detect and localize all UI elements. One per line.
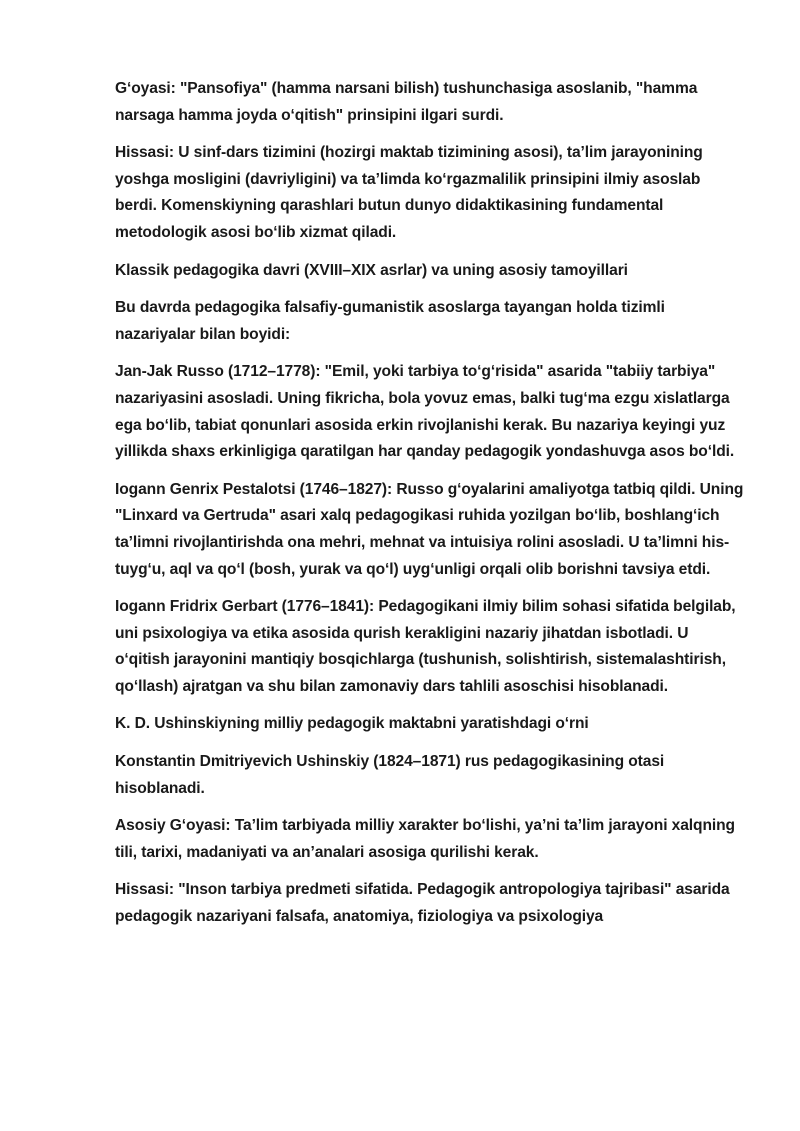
section-heading-ushinsky: K. D. Ushinskiyning milliy pedagogik maktabni yaratishdagi o‘rni: [115, 715, 589, 733]
paragraph-comenius-idea: G‘oyasi: "Pansofiya" (hamma narsani bilish) tushunchasiga asoslanib, "hamma narsaga hamma joyda o‘qitish" prinsipini ilgari surdi.: [115, 80, 698, 124]
paragraph-rousseau: Jan-Jak Russo (1712–1778): "Emil, yoki tarbiya to‘g‘risida" asarida "tabiiy tarbiya" nazariyasini asosladi. Uning fikricha, bola yovuz emas, balki tug‘ma ezgu xislatlarga ega bo‘lib, tabiat qonunlari asosida erkin rivojlanishi kerak. Bu nazariya keyingi yuz yillikda shaxs erkinligiga qaratilgan har qanday pedagogik yondashuvga asos bo‘ldi.: [115, 363, 735, 461]
paragraph-ushinsky-intro: Konstantin Dmitriyevich Ushinskiy (1824–1871) rus pedagogikasining otasi hisoblanadi.: [115, 753, 665, 797]
paragraph-comenius-contribution: Hissasi: U sinf-dars tizimini (hozirgi maktab tizimining asosi), ta’lim jarayonining yoshga mosligini (davriyligini) va ta’limda ko‘rgazmalilik prinsipini ilmiy asoslab berdi. Komenskiyning qarashlari butun dunyo didaktikasining fundamental metodologik asosi bo‘lib xizmat qiladi.: [115, 144, 703, 241]
paragraph-herbart: Iogann Fridrix Gerbart (1776–1841): Pedagogikani ilmiy bilim sohasi sifatida belgilab, uni psixologiya va etika asosida qurish kerakligini nazariy jihatdan isbotladi. U o‘qitish jarayonini mantiqiy bosqichlarga (tushunish, solishtirish, sistemalashtirish, qo‘llash) ajratgan va shu bilan zamonaviy dars tahlili asoschisi hisoblanadi.: [115, 598, 736, 695]
section-heading-classical-pedagogy: Klassik pedagogika davri (XVIII–XIX asrlar) va uning asosiy tamoyillari: [115, 261, 628, 279]
paragraph-period-intro: Bu davrda pedagogika falsafiy-gumanistik asoslarga tayangan holda tizimli nazariyalar bilan boyidi:: [115, 299, 665, 343]
paragraph-pestalozzi: Iogann Genrix Pestalotsi (1746–1827): Russo g‘oyalarini amaliyotga tatbiq qildi. Uning "Linxard va Gertruda" asari xalq pedagogikasi ruhida yozilgan bo‘lib, boshlang‘ich ta’limni rivojlantirishda ona mehri, mehnat va intuisiya rolini asosladi. U ta’limni his-tuyg‘u, aql va qo‘l (bosh, yurak va qo‘l) uyg‘unligi orqali olib borishni tavsiya etdi.: [115, 480, 744, 578]
paragraph-ushinsky-contribution: Hissasi: "Inson tarbiya predmeti sifatida. Pedagogik antropologiya tajribasi" asarida pedagogik nazariyani falsafa, anatomiya, fiziologiya va psixologiya: [115, 881, 730, 926]
paragraph-ushinsky-idea: Asosiy G‘oyasi: Ta’lim tarbiyada milliy xarakter bo‘lishi, ya’ni ta’lim jarayoni xalqning tili, tarixi, madaniyati va an’analari asosiga qurilishi kerak.: [115, 817, 735, 861]
